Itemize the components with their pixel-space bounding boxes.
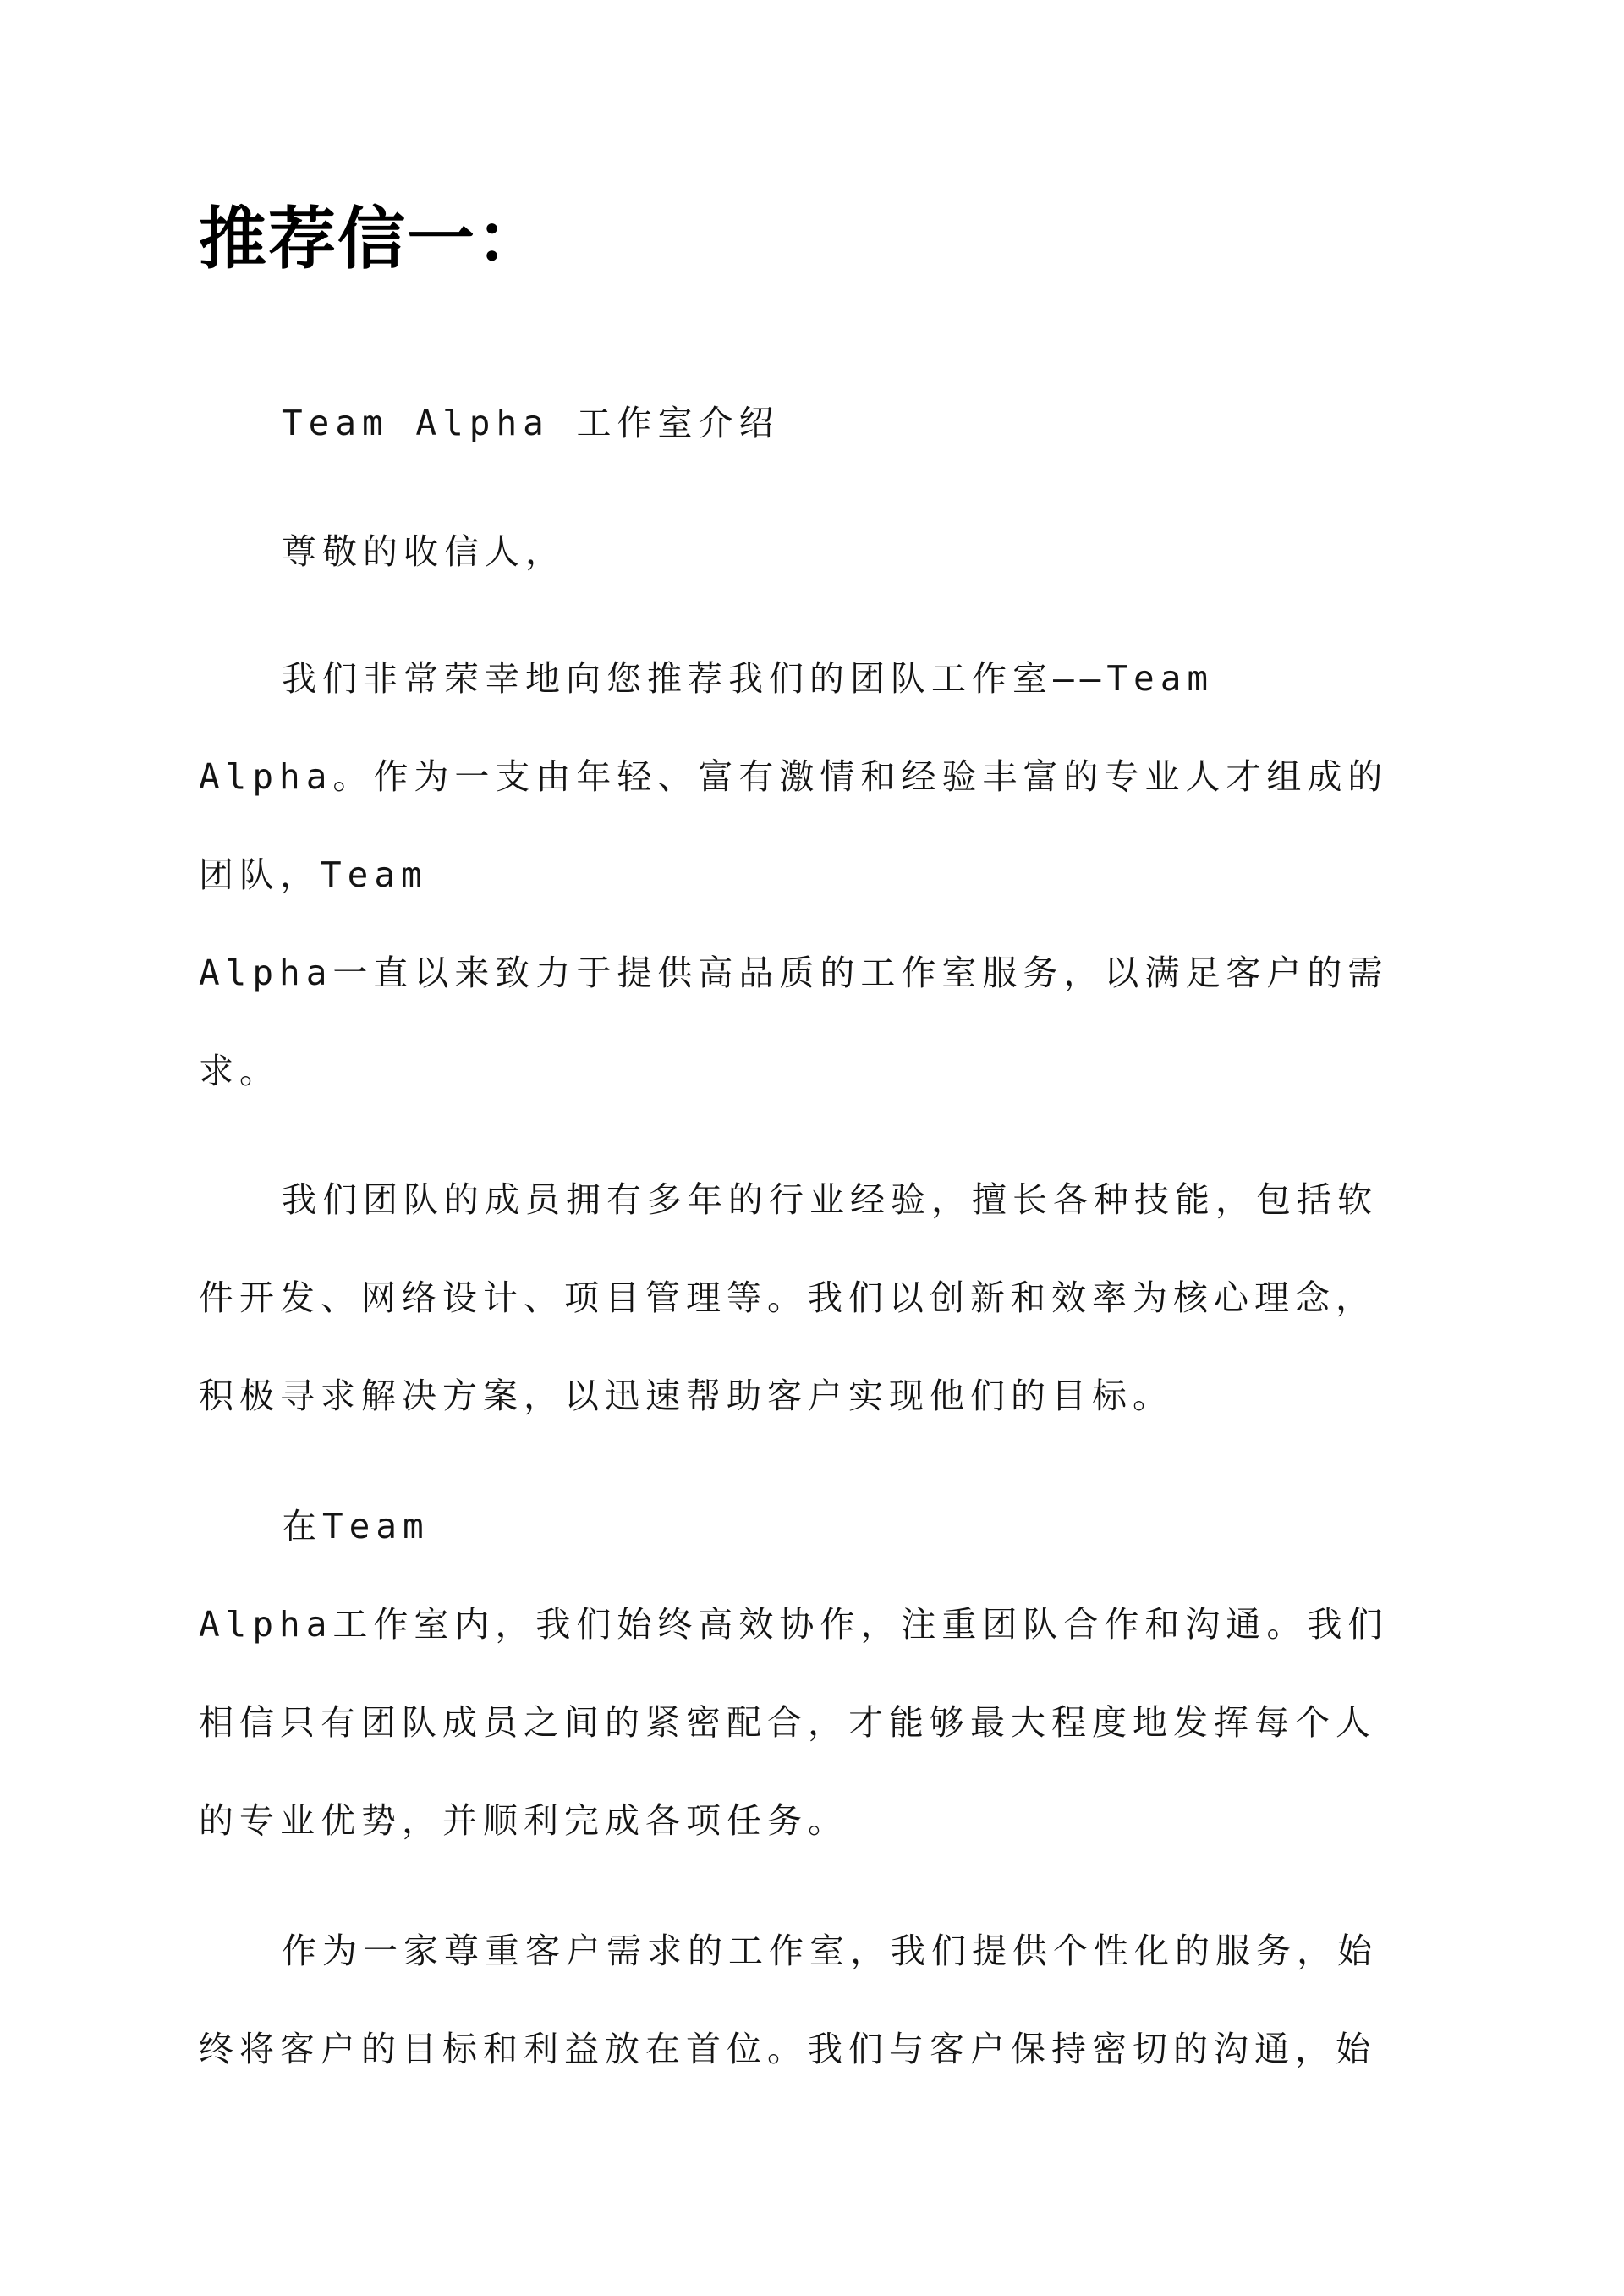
paragraph-3-line-2: Alpha工作室内，我们始终高效协作，注重团队合作和沟通。我们: [199, 1604, 1389, 1645]
paragraph-1-line-2: Alpha。作为一支由年轻、富有激情和经验丰富的专业人才组成的: [199, 756, 1389, 797]
letter-title: 推荐信一：: [199, 199, 546, 278]
salutation: 尊敬的收信人，: [282, 531, 566, 572]
paragraph-2-line-3: 积极寻求解决方案，以迅速帮助客户实现他们的目标。: [199, 1376, 1173, 1416]
paragraph-3-line-4: 的专业优势，并顺利完成各项任务。: [199, 1800, 848, 1841]
paragraph-3-line-3: 相信只有团队成员之间的紧密配合，才能够最大程度地发挥每个人: [199, 1702, 1376, 1743]
paragraph-2-line-1: 我们团队的成员拥有多年的行业经验，擅长各种技能，包括软: [282, 1179, 1378, 1220]
paragraph-1-line-3: 团队，Team: [199, 854, 428, 895]
paragraph-4-line-2: 终将客户的目标和利益放在首位。我们与客户保持密切的沟通，始: [199, 2029, 1376, 2069]
studio-intro-heading: Team Alpha 工作室介绍: [282, 403, 780, 443]
paragraph-1-line-5: 求。: [199, 1051, 280, 1091]
paragraph-2-line-2: 件开发、网络设计、项目管理等。我们以创新和效率为核心理念，: [199, 1277, 1376, 1318]
paragraph-1-line-4: Alpha一直以来致力于提供高品质的工作室服务，以满足客户的需: [199, 953, 1389, 993]
paragraph-3-line-1: 在Team: [282, 1506, 430, 1546]
paragraph-1-line-1: 我们非常荣幸地向您推荐我们的团队工作室——Team: [282, 658, 1215, 699]
paragraph-4-line-1: 作为一家尊重客户需求的工作室，我们提供个性化的服务，始: [282, 1931, 1378, 1971]
